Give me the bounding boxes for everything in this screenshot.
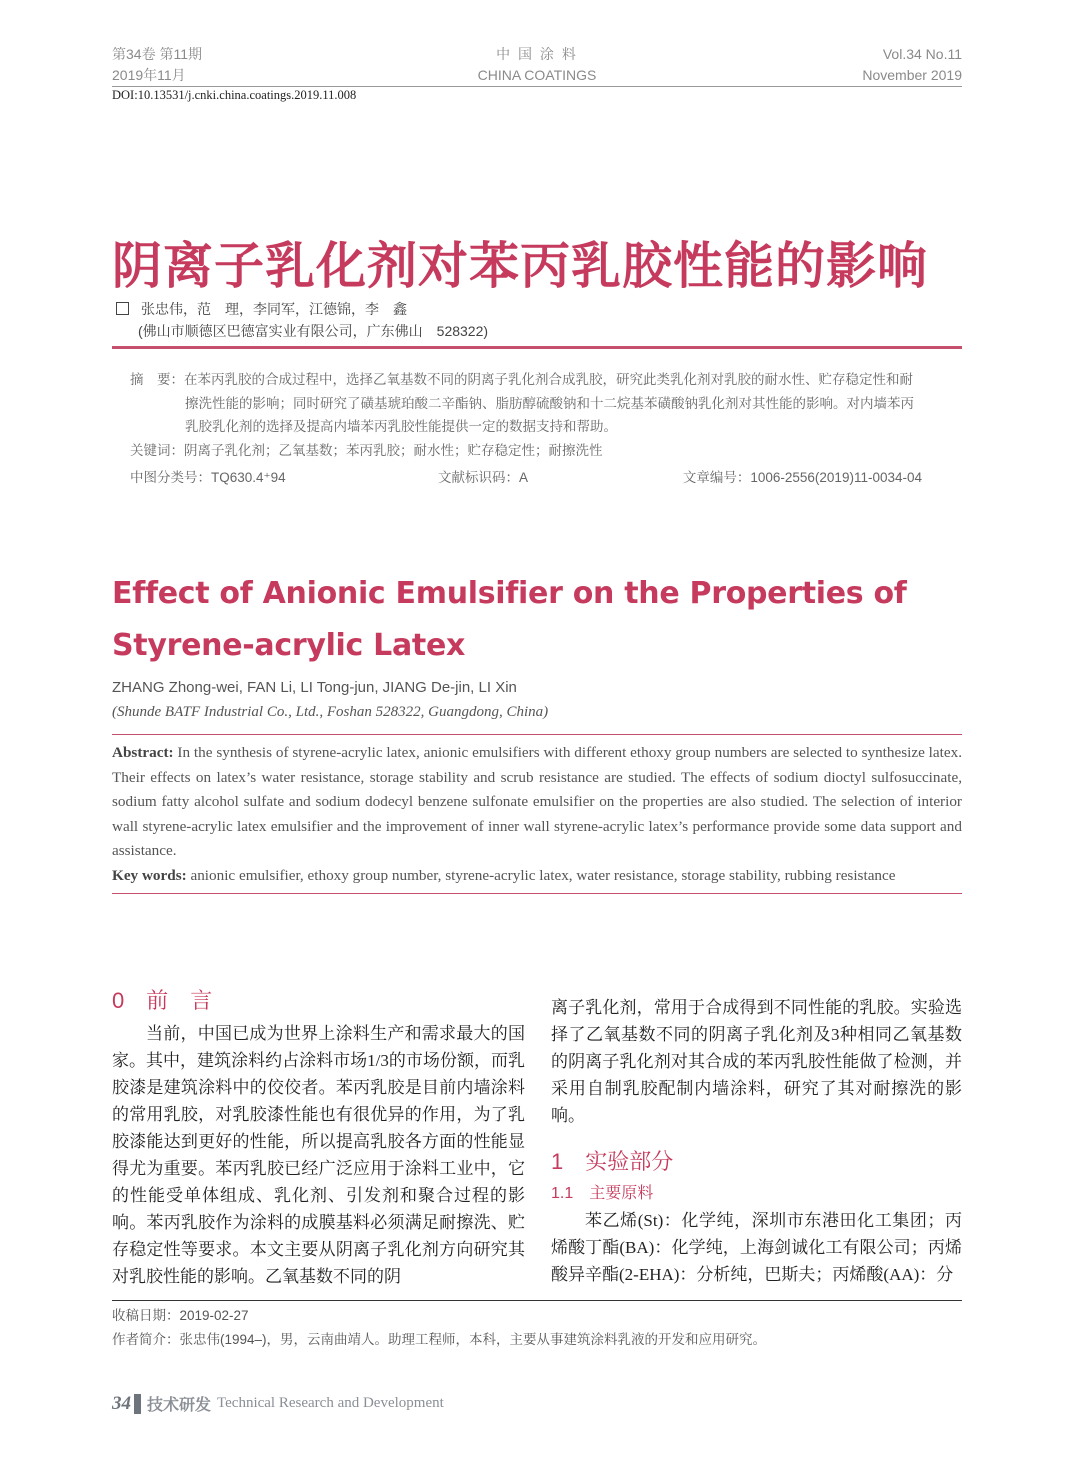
received-date: 收稿日期：2019-02-27	[112, 1308, 249, 1323]
document-code: 文献标识码：A	[438, 470, 529, 485]
section-cn: 技术研发	[147, 1397, 212, 1414]
abstract-label: 摘 要：	[130, 372, 184, 387]
footnote	[112, 1304, 766, 1352]
affiliation-cn: (佛山市顺德区巴德富实业有限公司，广东佛山 528322)	[138, 323, 489, 339]
clc-number: 中图分类号：TQ630.4⁺94	[130, 470, 286, 485]
experimental-heading: 1 实验部分	[551, 1149, 674, 1174]
issue-date-en: November 2019	[862, 67, 962, 83]
journal-name	[437, 44, 637, 86]
abstract-en	[112, 741, 962, 888]
journal-issue-en	[862, 44, 962, 86]
intro-paragraph-continued: 离子乳化剂，常用于合成得到不同性能的乳胶。实验选择了乙氧基数不同的阴离子乳化剂及3种相同乙氧基数的阴离子乳化剂对其合成的苯丙乳胶性能做了检测，并采用自制乳胶配制内墙涂料，研究了其对耐擦洗的影响。	[551, 998, 962, 1125]
journal-name-en: CHINA COATINGS	[477, 67, 597, 83]
section-en: Technical Research and Development	[217, 1395, 444, 1411]
page-footer	[112, 1392, 444, 1415]
journal-name-cn: 中 国 涂 料	[496, 46, 578, 62]
abstract-cn	[130, 368, 922, 490]
materials-heading: 1.1 主要原料	[551, 1185, 654, 1202]
footer-bar	[134, 1394, 141, 1414]
abstract-en-text: In the synthesis of styrene-acrylic latex, anionic emulsifiers with different ethoxy group numbers are selected to synthesize latex. Their effects on latex’s water resistance, storage stability and scrub resistance are studied. The effects of sodium dioctyl sulfosuccinate, sodium fatty alcohol sulfate and sodium dodecyl benzene sulfonate emulsifier on the properties are also studied. The selection of interior wall styrene-acrylic latex emulsifier and the improvement of inner wall styrene-acrylic latex’s performance provide some data support and assistance.	[112, 744, 962, 859]
materials-paragraph: 苯乙烯(St)：化学纯，深圳市东港田化工集团；丙烯酸丁酯(BA)：化学纯，上海剑诚化工有限公司；丙烯酸异辛酯(2-EHA)：分析纯，巴斯夫；丙烯酸(AA)：分	[551, 1211, 962, 1284]
volume-issue: 第34卷 第11期	[112, 46, 202, 62]
author-bio: 作者简介：张忠伟(1994–)，男，云南曲靖人。助理工程师，本科，主要从事建筑涂料乳液的开发和应用研究。	[112, 1332, 767, 1347]
abstract-en-bottom-rule	[112, 893, 962, 894]
keywords-en: anionic emulsifier, ethoxy group number, styrene-acrylic latex, water resistance, storage stability, rubbing resistance	[186, 866, 896, 884]
keywords-en-label: Key words:	[112, 866, 187, 884]
intro-heading: 0 前 言	[112, 988, 213, 1013]
footnote-rule	[112, 1300, 962, 1301]
volume-issue-en: Vol.34 No.11	[882, 46, 962, 62]
keywords-label: 关键词：	[130, 442, 184, 458]
title-en-line2: Styrene-acrylic Latex	[112, 628, 466, 663]
column-right	[551, 994, 962, 1288]
authors-cn: 张忠伟，范 理，李同军，江德锦，李 鑫	[141, 301, 407, 317]
affiliation-en: (Shunde BATF Industrial Co., Ltd., Foshan 528322, Guangdong, China)	[112, 704, 549, 720]
journal-issue-cn	[112, 44, 202, 86]
column-left	[112, 985, 525, 1290]
issue-date: 2019年11月	[112, 67, 186, 83]
header-rule	[112, 86, 962, 87]
keywords-cn: 阴离子乳化剂；乙氧基数；苯丙乳胶；耐水性；贮存稳定性；耐擦洗性	[184, 442, 603, 458]
authors-en: ZHANG Zhong-wei, FAN Li, LI Tong-jun, JIANG De-jin, LI Xin	[112, 679, 517, 696]
abstract-en-label: Abstract:	[112, 744, 174, 761]
title-cn: 阴离子乳化剂对苯丙乳胶性能的影响	[112, 237, 928, 295]
authors-block	[116, 298, 488, 342]
square-icon	[116, 302, 129, 315]
title-en-line1: Effect of Anionic Emulsifier on the Properties of	[112, 576, 907, 611]
abstract-text: 在苯丙乳胶的合成过程中，选择乙氧基数不同的阴离子乳化剂合成乳胶，研究此类乳化剂对乳胶的耐水性、贮存稳定性和耐擦洗性能的影响；同时研究了磺基琥珀酸二辛酯钠、脂肪醇硫酸钠和十二烷基苯磺酸钠乳化剂对其性能的影响。对内墙苯丙乳胶乳化剂的选择及提高内墙苯丙乳胶性能提供一定的数据支持和帮助。	[184, 372, 914, 434]
doi: DOI:10.13531/j.cnki.china.coatings.2019.11.008	[112, 88, 357, 102]
abstract-en-top-rule	[112, 734, 962, 735]
page-number: 34	[112, 1392, 131, 1414]
title-rule	[112, 346, 962, 349]
intro-paragraph: 当前，中国已成为世界上涂料生产和需求最大的国家。其中，建筑涂料约占涂料市场1/3的市场份额，而乳胶漆是建筑涂料中的佼佼者。苯丙乳胶是目前内墙涂料的常用乳胶，对乳胶漆性能也有很优异的作用，为了乳胶漆能达到更好的性能，所以提高乳胶各方面的性能显得尤为重要。苯丙乳胶已经广泛应用于涂料工业中，它的性能受单体组成、乳化剂、引发剂和聚合过程的影响。苯丙乳胶作为涂料的成膜基料必须满足耐擦洗、贮存稳定性等要求。本文主要从阴离子乳化剂方向研究其对乳胶性能的影响。乙氧基数不同的阴	[112, 1024, 525, 1286]
article-number: 文章编号：1006-2556(2019)11-0034-04	[682, 470, 922, 485]
